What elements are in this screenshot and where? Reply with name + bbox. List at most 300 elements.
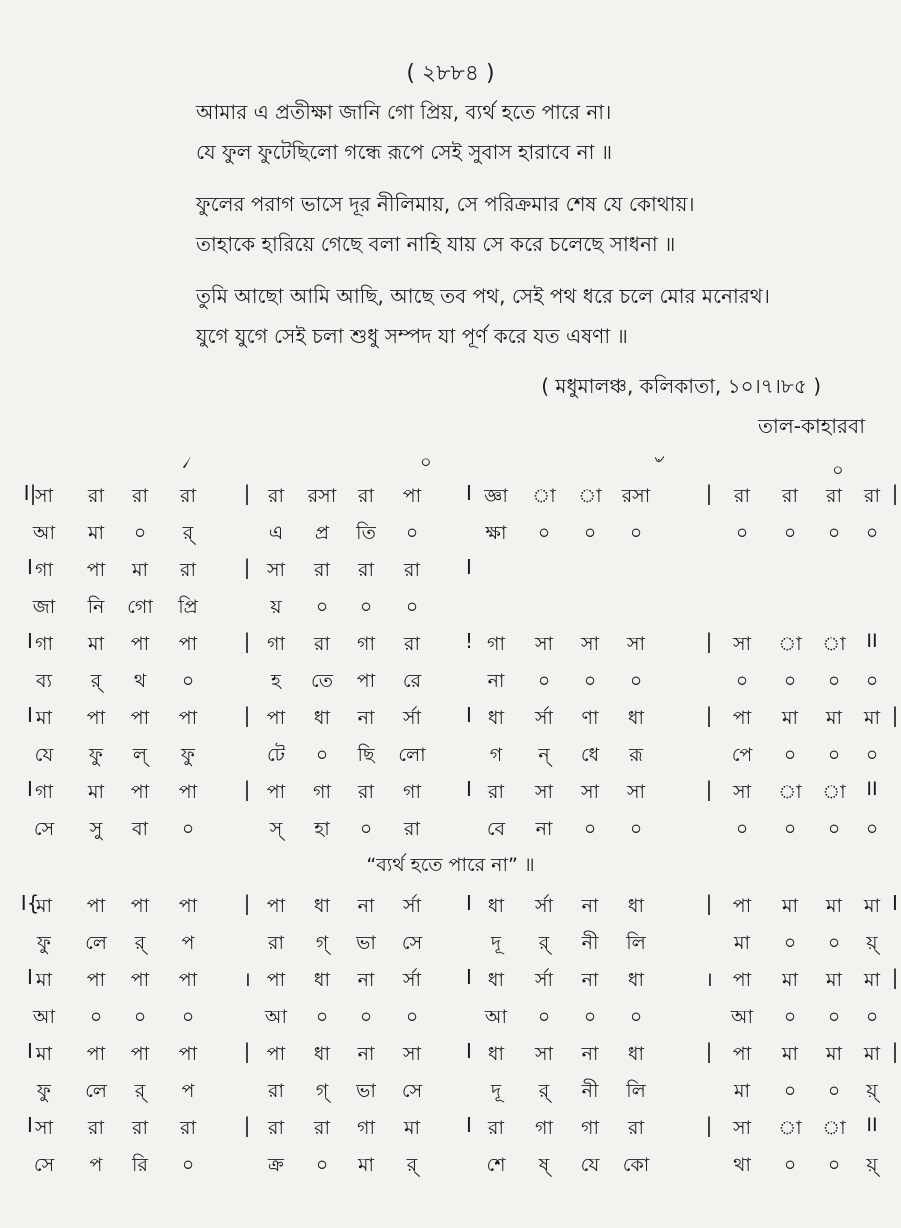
note-cell: মা bbox=[733, 1080, 751, 1102]
note-cell: ০ bbox=[865, 1006, 879, 1028]
lyric-syllable-row bbox=[0, 663, 901, 700]
note-cell: সা bbox=[732, 781, 752, 803]
bar-line: I bbox=[466, 891, 472, 915]
notation-caption: “ব্যর্থ হতে পারে না” ॥ bbox=[366, 854, 535, 876]
note-cell: ফু bbox=[37, 932, 51, 954]
bar-line: I bbox=[466, 703, 472, 727]
bar-line: I| bbox=[23, 481, 37, 505]
swara-row bbox=[0, 1147, 901, 1184]
note-cell: রা bbox=[88, 485, 104, 507]
note-cell: র্ bbox=[406, 1154, 418, 1176]
bar-line: I bbox=[466, 481, 472, 505]
note-cell: II bbox=[866, 630, 878, 652]
note-cell: রসা bbox=[621, 485, 651, 507]
note-cell: প্রি bbox=[178, 596, 198, 618]
note-cell: মা bbox=[733, 932, 751, 954]
note-cell: ০ bbox=[865, 818, 879, 840]
note-cell: মা bbox=[35, 1043, 53, 1065]
note-cell: মা bbox=[863, 707, 881, 729]
note-cell: রা bbox=[826, 485, 842, 507]
note-cell: পা bbox=[86, 1043, 106, 1065]
note-cell: ০ bbox=[181, 1154, 195, 1176]
note-cell: রা bbox=[268, 1117, 284, 1139]
note-cell: লি bbox=[626, 932, 646, 954]
note-cell: ০ bbox=[181, 818, 195, 840]
note-cell: পা bbox=[732, 969, 752, 991]
note-cell: পা bbox=[86, 559, 106, 581]
note-cell: সা bbox=[626, 781, 646, 803]
note-cell: বে bbox=[486, 818, 506, 840]
bar-line: I bbox=[27, 703, 33, 727]
note-cell: ধা bbox=[627, 969, 645, 991]
note-cell: ন্ bbox=[538, 744, 550, 766]
note-cell: ০ bbox=[315, 1154, 329, 1176]
swara-row bbox=[0, 626, 901, 663]
bar-line: | bbox=[243, 777, 251, 801]
note-cell: রা bbox=[628, 1117, 644, 1139]
note-cell: য়্ bbox=[866, 1154, 878, 1176]
beat-mark: ০ bbox=[420, 452, 432, 473]
note-cell: পা bbox=[130, 895, 150, 917]
note-cell: মা bbox=[35, 707, 53, 729]
swara-row bbox=[0, 478, 901, 515]
note-cell: ০ bbox=[735, 522, 749, 544]
note-cell: ধা bbox=[487, 969, 505, 991]
note-cell: আ bbox=[32, 522, 56, 544]
note-cell: পা bbox=[178, 781, 198, 803]
note-cell: সা bbox=[580, 633, 600, 655]
note-cell: গা bbox=[357, 633, 375, 655]
note-cell: পা bbox=[178, 969, 198, 991]
note-cell: পা bbox=[266, 1043, 286, 1065]
note-cell: ০ bbox=[181, 670, 195, 692]
note-cell: মা bbox=[131, 559, 149, 581]
note-cell: ধা bbox=[487, 1043, 505, 1065]
note-cell: ০ bbox=[181, 1006, 195, 1028]
note-cell: ০ bbox=[405, 522, 419, 544]
swara-row bbox=[0, 888, 901, 925]
lyric-syllable-row bbox=[0, 811, 901, 848]
note-cell: সা bbox=[534, 633, 554, 655]
note-cell: মা bbox=[87, 781, 105, 803]
beat-mark: ৺ bbox=[652, 452, 664, 473]
note-cell: ০ bbox=[583, 522, 597, 544]
bar-line: | bbox=[705, 629, 713, 653]
note-cell: পা bbox=[732, 707, 752, 729]
notation-grid bbox=[0, 478, 901, 1184]
note-cell: মা bbox=[825, 895, 843, 917]
bar-line: | bbox=[705, 1113, 713, 1137]
note-cell: গা bbox=[35, 781, 53, 803]
note-cell: রা bbox=[488, 781, 504, 803]
bar-line: I bbox=[27, 965, 33, 989]
bar-line: I bbox=[466, 777, 472, 801]
note-cell: া bbox=[822, 1117, 846, 1139]
note-cell: মা bbox=[357, 1154, 375, 1176]
note-cell: ০ bbox=[89, 1006, 103, 1028]
note-cell: ০ bbox=[865, 670, 879, 692]
note-cell: গা bbox=[357, 1117, 375, 1139]
bar-line: | bbox=[243, 703, 251, 727]
note-cell: গা bbox=[313, 781, 331, 803]
note-cell: গ্ bbox=[315, 1080, 329, 1102]
note-cell: পা bbox=[402, 485, 422, 507]
note-cell: মা bbox=[87, 633, 105, 655]
note-cell: গা bbox=[581, 1117, 599, 1139]
note-cell: লি bbox=[626, 1080, 646, 1102]
note-cell: না bbox=[581, 1043, 599, 1065]
note-cell: ০ bbox=[783, 1080, 797, 1102]
beat-marks bbox=[0, 448, 901, 481]
note-cell: ০ bbox=[783, 818, 797, 840]
note-cell: ০ bbox=[629, 1006, 643, 1028]
bar-line: । bbox=[243, 967, 251, 991]
note-cell: পা bbox=[86, 895, 106, 917]
swara-row bbox=[0, 1036, 901, 1073]
note-cell: লে bbox=[85, 932, 107, 954]
lyric-syllable-row bbox=[0, 589, 901, 626]
note-cell: রা bbox=[268, 485, 284, 507]
bar-line: | bbox=[891, 703, 899, 727]
note-cell: ০ bbox=[133, 1006, 147, 1028]
bar-line: I bbox=[466, 965, 472, 989]
note-cell: রা bbox=[358, 781, 374, 803]
note-cell: দূ bbox=[491, 1080, 501, 1102]
swara-row bbox=[0, 962, 901, 999]
note-cell: রা bbox=[358, 485, 374, 507]
note-cell: ০ bbox=[537, 670, 551, 692]
note-cell: রে bbox=[402, 670, 422, 692]
note-cell: া bbox=[778, 1117, 802, 1139]
note-cell: ০ bbox=[783, 1154, 797, 1176]
lyric-line: তাহাকে হারিয়ে গেছে বলা নাহি যায় সে করে চলেছে সাধনা ॥ bbox=[196, 232, 676, 256]
swara-row bbox=[0, 774, 901, 811]
note-cell: পা bbox=[130, 707, 150, 729]
note-cell: গা bbox=[267, 633, 285, 655]
note-cell: ০ bbox=[405, 596, 419, 618]
note-cell: সে bbox=[33, 818, 55, 840]
bar-line: | bbox=[243, 1039, 251, 1063]
bar-line: | bbox=[243, 555, 251, 579]
note-cell: পা bbox=[266, 969, 286, 991]
note-cell: ০ bbox=[315, 1006, 329, 1028]
note-cell: রা bbox=[782, 485, 798, 507]
note-cell: র্সা bbox=[402, 895, 422, 917]
note-cell: ধা bbox=[627, 895, 645, 917]
note-cell: যে bbox=[580, 1154, 600, 1176]
note-cell: ০ bbox=[537, 1006, 551, 1028]
note-cell: া bbox=[778, 781, 802, 803]
note-cell: ০ bbox=[359, 818, 373, 840]
note-cell: র্ bbox=[90, 670, 102, 692]
note-cell: দূ bbox=[491, 932, 501, 954]
note-cell: II bbox=[866, 778, 878, 800]
note-cell: না bbox=[487, 670, 505, 692]
note-cell: রসা bbox=[307, 485, 337, 507]
note-cell: রা bbox=[268, 932, 284, 954]
note-cell: না bbox=[535, 818, 553, 840]
bar-line: I bbox=[27, 777, 33, 801]
note-cell: নি bbox=[87, 596, 105, 618]
note-cell: য়্ bbox=[866, 932, 878, 954]
bar-line: | bbox=[243, 481, 251, 505]
note-cell: মা bbox=[825, 969, 843, 991]
note-cell: মা bbox=[781, 895, 799, 917]
note-cell: পা bbox=[266, 781, 286, 803]
note-cell: র্ bbox=[134, 1080, 146, 1102]
note-cell: সা bbox=[626, 633, 646, 655]
note-cell: য় bbox=[270, 596, 282, 618]
tala-label: তাল-কাহারবা bbox=[758, 414, 865, 438]
note-cell: ০ bbox=[583, 818, 597, 840]
note-cell: মা bbox=[781, 969, 799, 991]
note-cell: আ bbox=[730, 1006, 754, 1028]
note-cell: না bbox=[581, 895, 599, 917]
note-cell: পা bbox=[356, 670, 376, 692]
note-cell: যে bbox=[34, 744, 54, 766]
note-cell: রা bbox=[180, 559, 196, 581]
note-cell: ০ bbox=[629, 818, 643, 840]
note-cell: ০ bbox=[783, 932, 797, 954]
note-cell: জা bbox=[32, 596, 56, 618]
note-cell: সা bbox=[534, 1043, 554, 1065]
note-cell: পা bbox=[732, 1043, 752, 1065]
note-cell: না bbox=[357, 969, 375, 991]
bar-line: ! bbox=[464, 629, 474, 653]
note-cell: ধা bbox=[627, 707, 645, 729]
note-cell: প bbox=[89, 1154, 103, 1176]
swara-row bbox=[0, 552, 901, 589]
note-cell: া bbox=[532, 485, 556, 507]
note-cell: ০ bbox=[629, 670, 643, 692]
note-cell: রা bbox=[88, 1117, 104, 1139]
note-cell: ধে bbox=[580, 744, 600, 766]
bar-line: | bbox=[891, 481, 899, 505]
page-number: ( ২৮৮৪ ) bbox=[406, 61, 495, 86]
note-cell: র্সা bbox=[534, 969, 554, 991]
beat-mark: ০ bbox=[832, 460, 844, 481]
note-cell: ০ bbox=[783, 670, 797, 692]
note-cell: মা bbox=[781, 1043, 799, 1065]
bar-line: I bbox=[466, 555, 472, 579]
bar-line: I bbox=[27, 629, 33, 653]
note-cell: ভা bbox=[356, 932, 376, 954]
note-cell: সা bbox=[34, 1117, 54, 1139]
note-cell: ধা bbox=[313, 707, 331, 729]
note-cell: সা bbox=[732, 633, 752, 655]
note-cell: ০ bbox=[827, 522, 841, 544]
swara-row bbox=[0, 1110, 901, 1147]
note-cell: র্ bbox=[538, 1080, 550, 1102]
bar-line: I bbox=[892, 891, 898, 915]
note-cell: পা bbox=[178, 633, 198, 655]
note-cell: ০ bbox=[735, 670, 749, 692]
bar-line: | bbox=[705, 777, 713, 801]
bar-line: I bbox=[27, 555, 33, 579]
note-cell: র্সা bbox=[534, 707, 554, 729]
lyric-line: যে ফুল ফুটেছিলো গন্ধে রূপে সেই সুবাস হারাবে না ॥ bbox=[196, 140, 613, 164]
lyric-line: আমার এ প্রতীক্ষা জানি গো প্রিয়, ব্যর্থ হতে পারে না। bbox=[196, 100, 612, 124]
bar-line: I bbox=[27, 1039, 33, 1063]
note-cell: র্সা bbox=[402, 707, 422, 729]
note-cell: সা bbox=[732, 1117, 752, 1139]
note-cell: পা bbox=[178, 1043, 198, 1065]
note-cell: া bbox=[822, 781, 846, 803]
note-cell: ০ bbox=[827, 670, 841, 692]
note-cell: পা bbox=[86, 707, 106, 729]
note-cell: মা bbox=[863, 969, 881, 991]
note-cell: ০ bbox=[537, 522, 551, 544]
note-cell: ধা bbox=[313, 895, 331, 917]
note-cell: না bbox=[357, 707, 375, 729]
note-cell: ০ bbox=[359, 596, 373, 618]
bar-line: । bbox=[705, 967, 713, 991]
note-cell: ণা bbox=[581, 707, 599, 729]
bar-line: | bbox=[705, 481, 713, 505]
note-cell: ০ bbox=[865, 522, 879, 544]
note-cell: মা bbox=[825, 1043, 843, 1065]
lyric-syllable-row bbox=[0, 515, 901, 552]
note-cell: রূ bbox=[629, 744, 643, 766]
note-cell: ধা bbox=[627, 1043, 645, 1065]
bar-line: | bbox=[243, 891, 251, 915]
note-cell: ০ bbox=[315, 596, 329, 618]
note-cell: গা bbox=[35, 559, 53, 581]
note-cell: ০ bbox=[405, 1006, 419, 1028]
lyric-line: যুগে যুগে সেই চলা শুধু সম্পদ যা পূর্ণ করে যত এষণা ॥ bbox=[196, 324, 628, 348]
note-cell: না bbox=[581, 969, 599, 991]
note-cell: গা bbox=[35, 633, 53, 655]
note-cell: ল্ bbox=[132, 744, 148, 766]
note-cell: ০ bbox=[629, 522, 643, 544]
note-cell: এ bbox=[268, 522, 284, 544]
note-cell: ক্ষা bbox=[485, 522, 507, 544]
lyric-line: তুমি আছো আমি আছি, আছে তব পথ, সেই পথ ধরে চলে মোর মনোরথ। bbox=[196, 284, 770, 308]
note-cell: রা bbox=[268, 1080, 284, 1102]
note-cell: র্ bbox=[182, 522, 194, 544]
note-cell: শে bbox=[486, 1154, 506, 1176]
note-cell: প bbox=[181, 932, 195, 954]
note-cell: ফু bbox=[37, 1080, 51, 1102]
note-cell: র্সা bbox=[534, 895, 554, 917]
note-cell: স্ bbox=[269, 818, 283, 840]
note-cell: ০ bbox=[827, 818, 841, 840]
note-cell: পা bbox=[86, 969, 106, 991]
note-cell: ব্য bbox=[35, 670, 53, 692]
lyric-line: ফুলের পরাগ ভাসে দূর নীলিমায়, সে পরিক্রমার শেষ যে কোথায়। bbox=[196, 192, 695, 216]
note-cell: গ্ bbox=[315, 932, 329, 954]
note-cell: ধা bbox=[313, 969, 331, 991]
note-cell: ক্র bbox=[268, 1154, 284, 1176]
note-cell: ০ bbox=[735, 818, 749, 840]
note-cell: ০ bbox=[583, 670, 597, 692]
note-cell: মা bbox=[403, 1117, 421, 1139]
note-cell: মা bbox=[863, 1043, 881, 1065]
bar-line: | bbox=[243, 629, 251, 653]
note-cell: ০ bbox=[783, 522, 797, 544]
source-citation: ( মধুমালঞ্চ, কলিকাতা, ১০।৭।৮৫ ) bbox=[541, 374, 821, 398]
bar-line: | bbox=[891, 1039, 899, 1063]
note-cell: ০ bbox=[315, 744, 329, 766]
lyric-syllable-row bbox=[0, 737, 901, 774]
note-cell: ০ bbox=[827, 1006, 841, 1028]
note-cell: রা bbox=[132, 485, 148, 507]
note-cell: পা bbox=[178, 707, 198, 729]
note-cell: রি bbox=[132, 1154, 148, 1176]
swara-row bbox=[0, 700, 901, 737]
note-cell: ধা bbox=[487, 895, 505, 917]
note-cell: পা bbox=[130, 1043, 150, 1065]
note-cell: পা bbox=[266, 895, 286, 917]
note-cell: ০ bbox=[827, 1154, 841, 1176]
note-cell: আ bbox=[32, 1006, 56, 1028]
note-cell: ভা bbox=[356, 1080, 376, 1102]
note-cell: ০ bbox=[827, 744, 841, 766]
note-cell: মা bbox=[35, 969, 53, 991]
note-cell: লো bbox=[398, 744, 426, 766]
note-cell: ধা bbox=[487, 707, 505, 729]
note-cell: পা bbox=[130, 781, 150, 803]
note-cell: রা bbox=[314, 559, 330, 581]
note-cell: ০ bbox=[783, 1006, 797, 1028]
note-cell: থা bbox=[733, 1154, 751, 1176]
note-cell: রা bbox=[734, 485, 750, 507]
note-cell: মা bbox=[87, 522, 105, 544]
note-cell: া bbox=[578, 485, 602, 507]
note-cell: সা bbox=[402, 1043, 422, 1065]
note-cell: ০ bbox=[133, 522, 147, 544]
note-cell: গা bbox=[403, 781, 421, 803]
note-cell: রা bbox=[404, 559, 420, 581]
note-cell: গ bbox=[489, 744, 503, 766]
note-cell: রা bbox=[404, 633, 420, 655]
note-cell: রা bbox=[314, 1117, 330, 1139]
note-cell: রা bbox=[488, 1117, 504, 1139]
note-cell: আ bbox=[484, 1006, 508, 1028]
note-cell: সা bbox=[534, 781, 554, 803]
note-cell: পা bbox=[178, 895, 198, 917]
note-cell: ০ bbox=[827, 932, 841, 954]
note-cell: নী bbox=[581, 932, 599, 954]
note-cell: ০ bbox=[583, 1006, 597, 1028]
note-cell: আ bbox=[264, 1006, 288, 1028]
note-cell: পা bbox=[732, 895, 752, 917]
bar-line: | bbox=[243, 1113, 251, 1137]
note-cell: সে bbox=[401, 1080, 423, 1102]
note-cell: কো bbox=[622, 1154, 650, 1176]
note-cell: রা bbox=[864, 485, 880, 507]
swara-row bbox=[0, 999, 901, 1036]
lyrics-block bbox=[196, 100, 886, 364]
bar-line: | bbox=[705, 1039, 713, 1063]
note-cell: য়্ bbox=[866, 1080, 878, 1102]
bar-line: | bbox=[705, 891, 713, 915]
note-cell: ছি bbox=[357, 744, 375, 766]
note-cell: সে bbox=[401, 932, 423, 954]
note-cell: া bbox=[822, 633, 846, 655]
note-cell: ০ bbox=[359, 1006, 373, 1028]
note-cell: রা bbox=[404, 818, 420, 840]
note-cell: সে bbox=[33, 1154, 55, 1176]
note-cell: হ bbox=[271, 670, 281, 692]
note-cell: র্ bbox=[538, 932, 550, 954]
note-cell: ০ bbox=[827, 1080, 841, 1102]
note-cell: নী bbox=[581, 1080, 599, 1102]
note-cell: ধা bbox=[313, 1043, 331, 1065]
note-cell: II bbox=[866, 1114, 878, 1136]
note-cell: সু bbox=[89, 818, 103, 840]
note-cell: মা bbox=[863, 895, 881, 917]
